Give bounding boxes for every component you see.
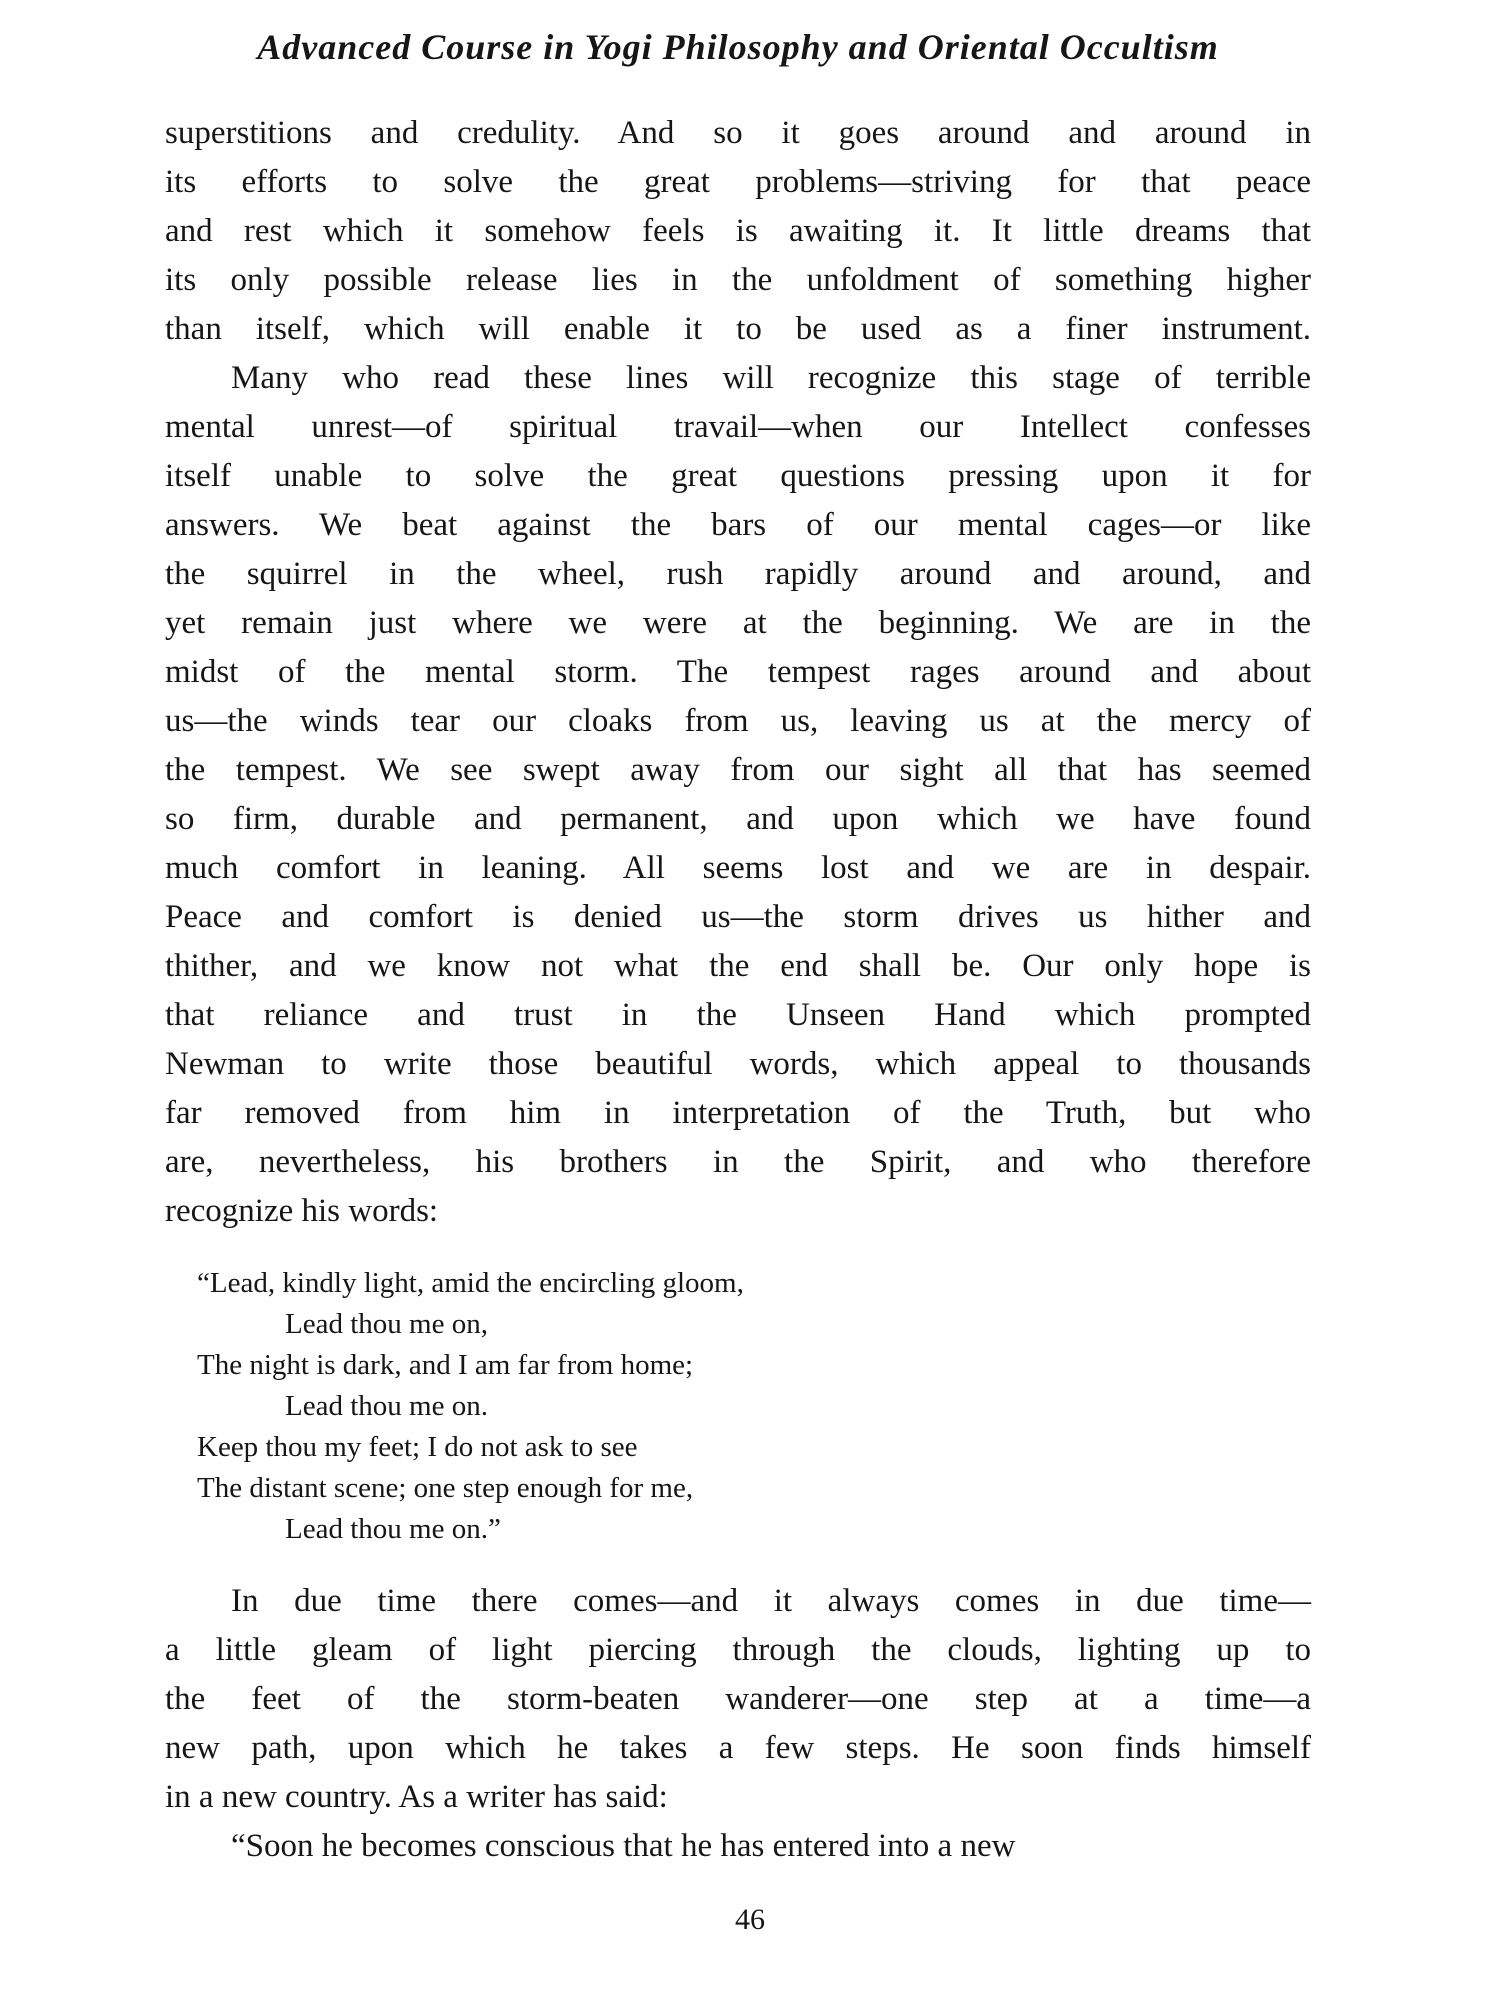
text-line: a little gleam of light piercing through the clouds, lighting up to: [165, 1632, 1311, 1668]
paragraph-continuation: [165, 109, 1311, 354]
text-line: Lead thou me on.”: [285, 1513, 501, 1545]
text-line: the tempest. We see swept away from our sight all that has seemed: [165, 752, 1311, 788]
text-line: The distant scene; one step enough for me,: [197, 1472, 694, 1504]
text-line: superstitions and credulity. And so it goes around and around in: [165, 115, 1311, 151]
text-line: Many who read these lines will recognize this stage of terrible: [231, 360, 1311, 396]
text-line: and rest which it somehow feels is awaiting it. It little dreams that: [165, 213, 1311, 249]
text-line: thither, and we know not what the end shall be. Our only hope is: [165, 948, 1311, 984]
page-body: [165, 109, 1311, 1871]
text-line: the feet of the storm-beaten wanderer—one step at a time—a: [165, 1681, 1311, 1717]
page-number: 46: [735, 1903, 765, 1936]
text-line: itself unable to solve the great questions pressing upon it for: [165, 458, 1311, 494]
text-line: than itself, which will enable it to be used as a finer instrument.: [165, 311, 1311, 347]
text-line: us—the winds tear our cloaks from us, leaving us at the mercy of: [165, 703, 1311, 739]
paragraph-in-due-time: [165, 1577, 1311, 1822]
paragraph-mental-unrest: [165, 354, 1311, 1236]
text-line: new path, upon which he takes a few steps. He soon finds himself: [165, 1730, 1311, 1766]
text-line: Newman to write those beautiful words, which appeal to thousands: [165, 1046, 1311, 1082]
text-line: far removed from him in interpretation of the Truth, but who: [165, 1095, 1311, 1131]
text-line: “Soon he becomes conscious that he has entered into a new: [231, 1828, 1016, 1864]
text-line: the squirrel in the wheel, rush rapidly around and around, and: [165, 556, 1311, 592]
text-line: yet remain just where we were at the beginning. We are in the: [165, 605, 1311, 641]
text-line: In due time there comes—and it always comes in due time—: [231, 1583, 1311, 1619]
text-line: Peace and comfort is denied us—the storm drives us hither and: [165, 899, 1311, 935]
text-line: its efforts to solve the great problems—striving for that peace: [165, 164, 1311, 200]
text-line: its only possible release lies in the unfoldment of something higher: [165, 262, 1311, 298]
text-line: “Lead, kindly light, amid the encircling gloom,: [197, 1267, 744, 1299]
text-line: midst of the mental storm. The tempest rages around and about: [165, 654, 1311, 690]
text-line: Lead thou me on.: [285, 1390, 488, 1422]
text-line: so firm, durable and permanent, and upon which we have found: [165, 801, 1311, 837]
text-line: answers. We beat against the bars of our mental cages—or like: [165, 507, 1311, 543]
text-line: much comfort in leaning. All seems lost and we are in despair.: [165, 850, 1311, 886]
text-line: recognize his words:: [165, 1193, 439, 1229]
text-line: are, nevertheless, his brothers in the Spirit, and who therefore: [165, 1144, 1311, 1180]
poem-lead-kindly-light: [197, 1263, 1311, 1550]
running-header: Advanced Course in Yogi Philosophy and Oriental Occultism: [257, 27, 1219, 67]
text-line: Lead thou me on,: [285, 1308, 488, 1340]
text-line: in a new country. As a writer has said:: [165, 1779, 668, 1815]
text-line: that reliance and trust in the Unseen Hand which prompted: [165, 997, 1311, 1033]
paragraph-soon-he-becomes: [165, 1822, 1311, 1871]
text-line: The night is dark, and I am far from home;: [197, 1349, 694, 1381]
text-line: Keep thou my feet; I do not ask to see: [197, 1431, 638, 1463]
text-line: mental unrest—of spiritual travail—when our Intellect confesses: [165, 409, 1311, 445]
